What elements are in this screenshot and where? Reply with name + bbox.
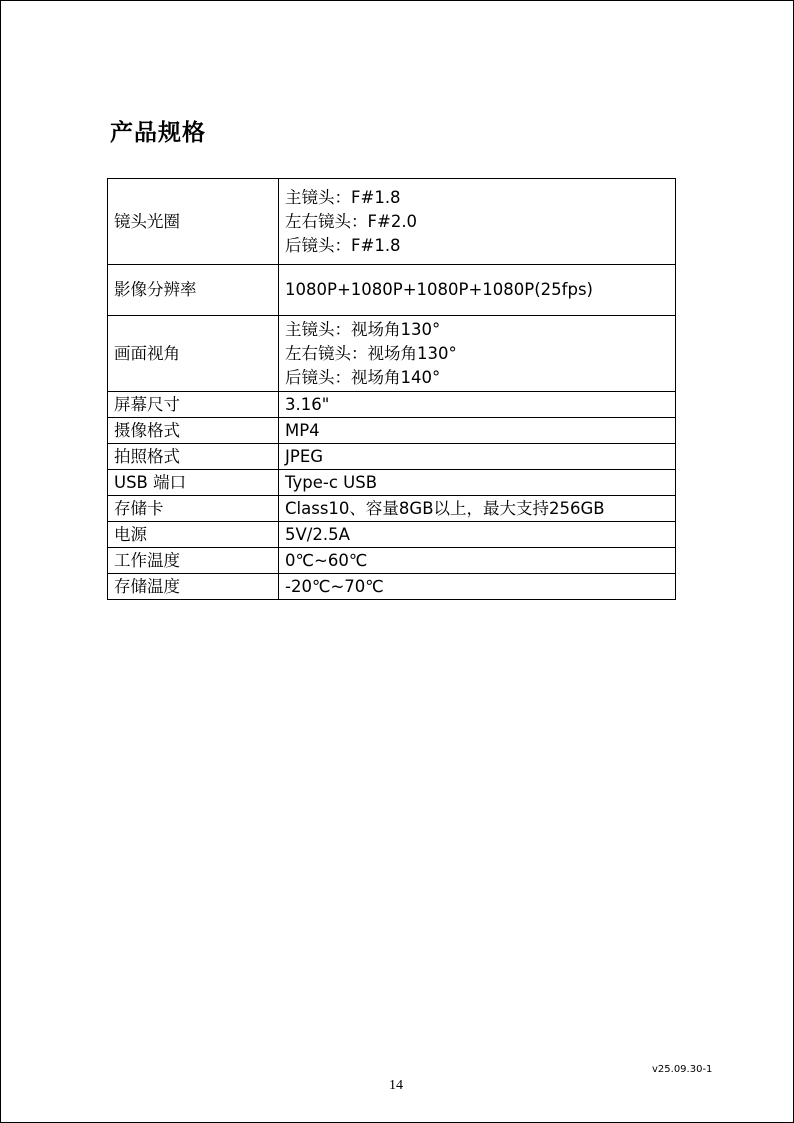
spec-row-operating-temp: [108, 548, 676, 574]
spec-row-resolution: [108, 265, 676, 316]
spec-value: MP4: [279, 418, 676, 444]
spec-value-line: 主镜头：视场角130°: [285, 319, 441, 339]
spec-value-line: 左右镜头：F#2.0: [285, 211, 418, 231]
spec-label: 屏幕尺寸: [108, 392, 279, 418]
spec-table: [107, 178, 676, 600]
spec-row-field-of-view: [108, 316, 676, 392]
spec-value: 0℃~60℃: [279, 548, 676, 574]
spec-value: -20℃~70℃: [279, 574, 676, 600]
page-title: 产品规格: [110, 120, 206, 146]
spec-value: 3.16": [279, 392, 676, 418]
spec-value-line: 后镜头：F#1.8: [285, 235, 401, 255]
spec-label: 存储温度: [108, 574, 279, 600]
spec-label: 存储卡: [108, 496, 279, 522]
spec-row-aperture: [108, 179, 676, 265]
spec-value-line: 主镜头：F#1.8: [285, 187, 401, 207]
spec-value: 1080P+1080P+1080P+1080P(25fps): [279, 265, 676, 316]
spec-row-video-format: [108, 418, 676, 444]
spec-row-usb-port: [108, 470, 676, 496]
spec-label: 摄像格式: [108, 418, 279, 444]
spec-label: 画面视角: [108, 316, 279, 392]
spec-label: USB 端口: [108, 470, 279, 496]
page-number: 14: [389, 1078, 403, 1093]
spec-value: 5V/2.5A: [279, 522, 676, 548]
spec-value: Type-c USB: [279, 470, 676, 496]
spec-value: [279, 179, 676, 265]
version-label: v25.09.30-1: [652, 1064, 713, 1075]
spec-row-storage-temp: [108, 574, 676, 600]
spec-value: JPEG: [279, 444, 676, 470]
spec-label: 拍照格式: [108, 444, 279, 470]
spec-label: 镜头光圈: [108, 179, 279, 265]
spec-label: 影像分辨率: [108, 265, 279, 316]
spec-row-storage-card: [108, 496, 676, 522]
spec-row-screen-size: [108, 392, 676, 418]
spec-value: Class10、容量8GB以上，最大支持256GB: [279, 496, 676, 522]
spec-row-photo-format: [108, 444, 676, 470]
spec-label: 工作温度: [108, 548, 279, 574]
spec-value-line: 左右镜头：视场角130°: [285, 343, 457, 363]
spec-label: 电源: [108, 522, 279, 548]
spec-row-power: [108, 522, 676, 548]
spec-value-line: 后镜头：视场角140°: [285, 367, 441, 387]
spec-value: [279, 316, 676, 392]
